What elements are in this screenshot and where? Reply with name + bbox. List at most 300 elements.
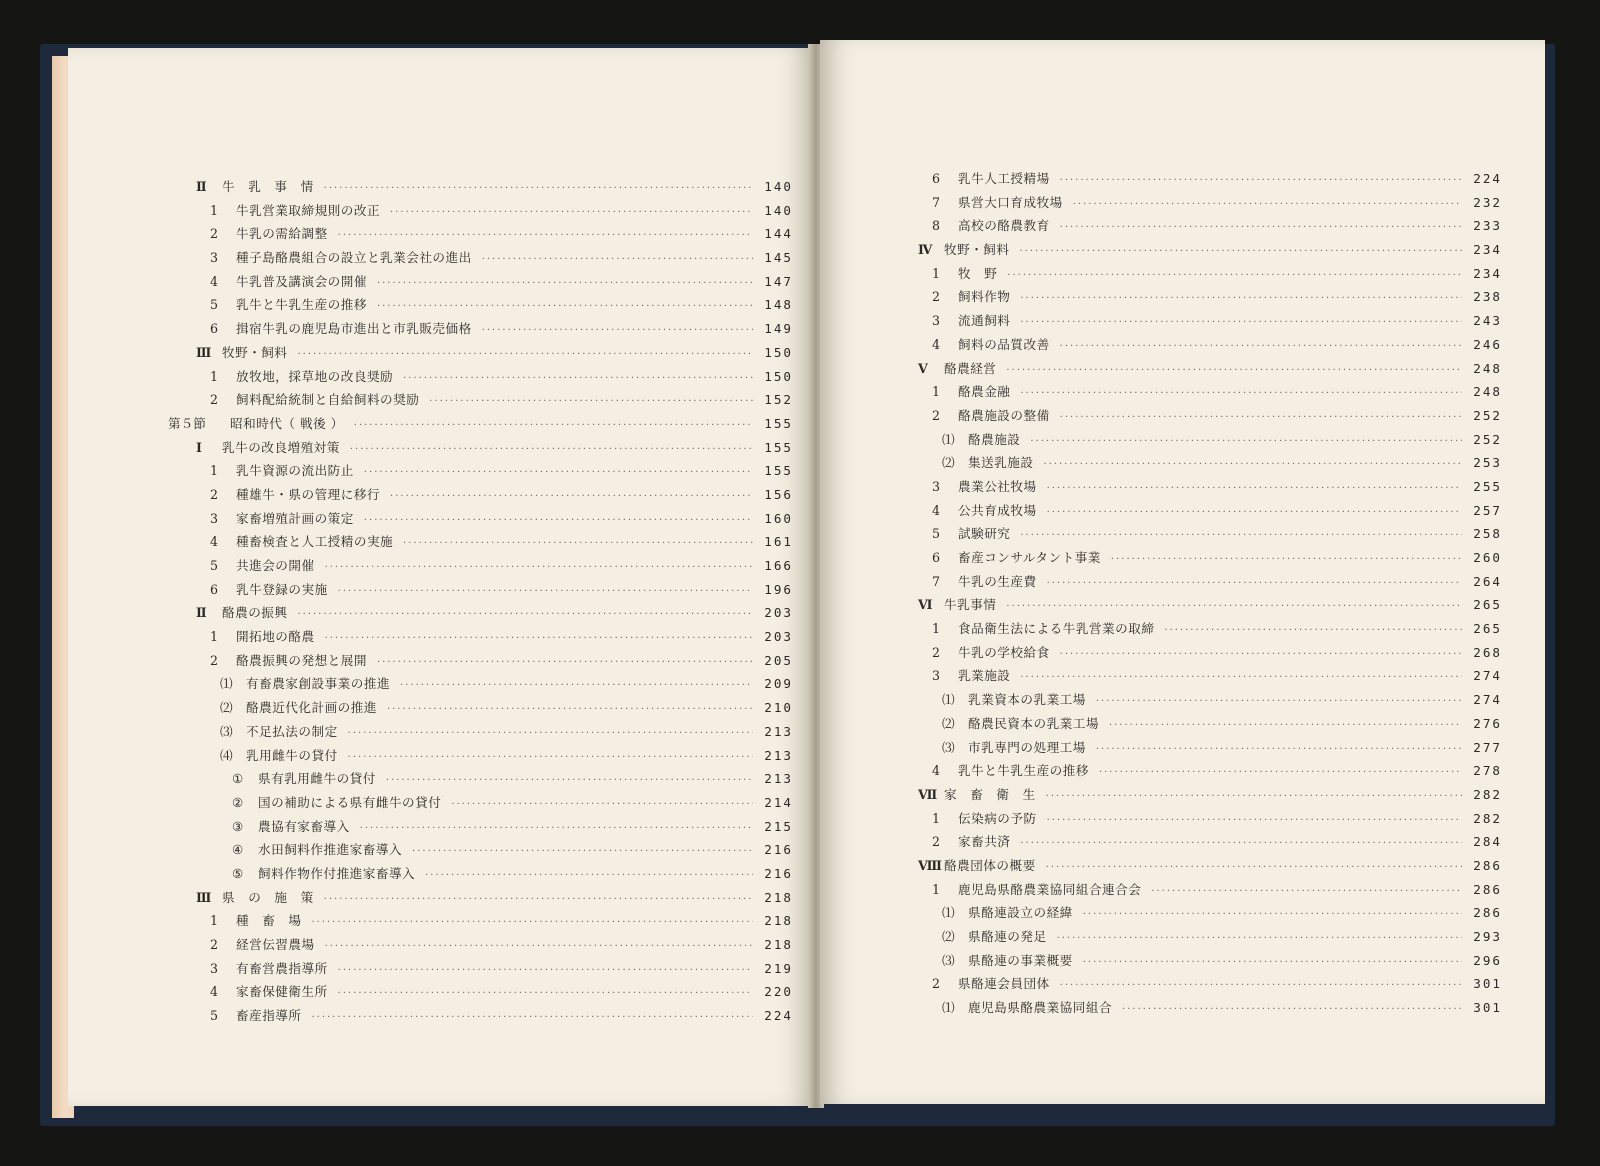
toc-entry <box>890 665 1502 689</box>
dot-leader <box>1096 744 1462 755</box>
left-page <box>68 48 813 1106</box>
toc-entry <box>890 808 1502 832</box>
toc-entry-page: 220 <box>764 984 793 1000</box>
dot-leader <box>1043 459 1462 470</box>
toc-entry-title: 酪農民資本の乳業工場 <box>968 715 1099 731</box>
toc-entry-number: 1 <box>932 621 941 637</box>
dot-leader <box>1060 980 1462 991</box>
toc-entry-page: 224 <box>1473 171 1502 186</box>
toc-entry-number: 3 <box>210 250 219 266</box>
toc-entry <box>168 981 793 1005</box>
toc-entry <box>168 508 793 532</box>
dot-leader <box>1060 412 1462 423</box>
toc-entry <box>890 239 1502 263</box>
toc-entry <box>168 294 793 318</box>
dot-leader <box>1060 222 1462 233</box>
dot-leader <box>1046 791 1462 802</box>
toc-entry-title: 鹿児島県酪農業協同組合 <box>968 1000 1113 1016</box>
dot-leader <box>403 538 753 549</box>
dot-leader <box>1099 767 1462 778</box>
toc-entry-page: 160 <box>764 510 793 526</box>
dot-leader <box>1047 483 1462 494</box>
toc-entry-page: 144 <box>764 226 793 242</box>
toc-entry-number: ③ <box>232 818 244 834</box>
toc-entry-number: ⑴ <box>942 1000 955 1016</box>
toc-entry-page: 161 <box>764 534 793 550</box>
toc-entry-page: 286 <box>1473 881 1502 897</box>
toc-entry-page: 213 <box>764 771 793 787</box>
toc-entry-page: 233 <box>1473 218 1502 234</box>
toc-entry-page: 140 <box>764 202 793 218</box>
toc-entry <box>890 855 1502 879</box>
toc-entry-page: 296 <box>1473 952 1502 968</box>
toc-entry-page: 205 <box>764 652 793 668</box>
toc-entry-page: 145 <box>764 250 793 266</box>
toc-entry-number: 1 <box>932 881 941 897</box>
toc-entry-page: 301 <box>1473 1000 1502 1016</box>
toc-entry-number: 2 <box>932 289 941 305</box>
dot-leader <box>1020 672 1462 683</box>
toc-entry-title: 畜産コンサルタント事業 <box>958 550 1101 565</box>
toc-entry-number: Ⅵ <box>918 597 932 613</box>
dot-leader <box>354 420 753 431</box>
toc-entry-title: 牛乳の学校給食 <box>958 644 1050 660</box>
toc-entry-page: 150 <box>764 368 793 384</box>
toc-entry-title: 揖宿牛乳の鹿児島市進出と市乳販売価格 <box>236 321 472 337</box>
toc-entry <box>168 413 793 437</box>
dot-leader <box>400 680 753 691</box>
toc-entry <box>890 452 1502 476</box>
toc-entry-page: 252 <box>1473 431 1502 447</box>
toc-entry <box>168 958 793 982</box>
dot-leader <box>350 444 753 455</box>
toc-entry-title: 乳業施設 <box>958 668 1011 684</box>
toc-entry-number: ⑵ <box>220 700 233 716</box>
toc-entry <box>168 816 793 840</box>
toc-entry <box>168 555 793 579</box>
toc-entry <box>168 768 793 792</box>
toc-entry-title: 酪農団体の概要 <box>944 857 1036 873</box>
toc-entry-title: 乳牛人工授精場 <box>958 171 1050 186</box>
dot-leader <box>338 586 753 597</box>
toc-entry-number: 2 <box>932 976 941 992</box>
toc-entry-title: 県酪連設立の経緯 <box>968 905 1073 921</box>
toc-entry-number: Ⅴ <box>918 360 927 376</box>
toc-entry-number: 2 <box>932 644 941 660</box>
toc-entry-title: 乳牛資源の流出防止 <box>236 463 354 479</box>
toc-entry-number: Ⅱ <box>196 605 206 621</box>
toc-entry-number: Ⅷ <box>918 857 941 873</box>
dot-leader <box>1109 720 1462 731</box>
toc-entry-title: 試験研究 <box>958 526 1011 542</box>
toc-entry <box>890 310 1502 334</box>
toc-entry-page: 214 <box>764 794 793 810</box>
dot-leader <box>390 207 753 218</box>
toc-entry-number: ① <box>232 771 244 787</box>
toc-entry-number: 3 <box>932 478 941 494</box>
toc-entry-number: 2 <box>210 937 219 952</box>
toc-entry-title: 家畜共済 <box>958 834 1011 850</box>
dot-leader <box>1057 933 1462 944</box>
toc-entry-page: 238 <box>1473 289 1502 305</box>
toc-entry-title: 乳業資本の乳業工場 <box>968 692 1086 708</box>
toc-entry-title: 不足払法の制定 <box>246 723 338 739</box>
dot-leader <box>390 491 753 502</box>
toc-entry-title: 酪農施設 <box>968 431 1021 447</box>
toc-entry <box>168 223 793 247</box>
toc-entry <box>168 887 793 911</box>
toc-entry <box>168 626 793 650</box>
toc-entry-page: 234 <box>1473 265 1502 281</box>
toc-entry-page: 258 <box>1473 526 1502 542</box>
dot-leader <box>482 325 753 336</box>
toc-entry-number: 4 <box>932 336 941 352</box>
toc-entry-number: 1 <box>932 265 941 281</box>
toc-entry-number: 5 <box>210 558 219 573</box>
toc-entry-title: 乳牛登録の実施 <box>236 581 328 597</box>
dot-leader <box>1020 293 1462 304</box>
toc-entry <box>890 618 1502 642</box>
dot-leader <box>429 396 753 407</box>
toc-entry-page: 140 <box>764 179 793 194</box>
dot-leader <box>451 799 753 810</box>
toc-entry-page: 248 <box>1473 360 1502 376</box>
dot-leader <box>297 609 753 620</box>
toc-entry-number: 3 <box>210 510 219 526</box>
toc-entry-page: 219 <box>764 960 793 976</box>
toc-entry-number: 4 <box>210 984 219 1000</box>
toc-entry <box>890 571 1502 595</box>
toc-entry-number: 1 <box>210 913 219 929</box>
toc-entry-number: 8 <box>932 218 941 234</box>
toc-entry-number: Ⅰ <box>196 439 201 455</box>
toc-entry <box>890 405 1502 429</box>
toc-entry <box>890 429 1502 453</box>
toc-entry-page: 282 <box>1473 810 1502 826</box>
right-page <box>820 40 1545 1104</box>
toc-entry-page: 150 <box>764 344 793 360</box>
toc-entry-number: 6 <box>210 321 219 337</box>
toc-entry-page: 216 <box>764 865 793 881</box>
toc-entry-page: 166 <box>764 558 793 573</box>
toc-entry-title: 水田飼料作推進家畜導入 <box>258 842 403 858</box>
toc-entry-page: 218 <box>764 889 793 905</box>
toc-entry-page: 203 <box>764 629 793 645</box>
toc-entry-title: 共進会の開催 <box>236 558 315 573</box>
dot-leader <box>348 728 753 739</box>
toc-entry-title: 乳用雌牛の貸付 <box>246 747 338 763</box>
dot-leader <box>364 467 753 478</box>
right-toc <box>890 168 1502 1021</box>
toc-entry-title: 牛乳の需給調整 <box>236 226 328 242</box>
toc-entry <box>890 286 1502 310</box>
toc-entry-number: Ⅲ <box>196 344 211 360</box>
toc-entry-page: 224 <box>764 1008 793 1024</box>
toc-entry <box>890 926 1502 950</box>
toc-entry-title: 有畜営農指導所 <box>236 960 328 976</box>
toc-entry-number: 2 <box>932 407 941 423</box>
dot-leader <box>377 301 753 312</box>
toc-entry-page: 301 <box>1473 976 1502 992</box>
toc-entry <box>168 437 793 461</box>
toc-entry-title: 県営大口育成牧場 <box>958 194 1063 210</box>
dot-leader <box>338 988 753 999</box>
toc-entry-page: 215 <box>764 818 793 834</box>
dot-leader <box>412 846 753 857</box>
toc-entry-page: 213 <box>764 747 793 763</box>
toc-entry <box>168 792 793 816</box>
toc-entry-title: 飼料配給統制と自給飼料の奨励 <box>236 392 420 408</box>
toc-entry-page: 252 <box>1473 407 1502 423</box>
toc-entry-page: 213 <box>764 723 793 739</box>
toc-entry-title: 乳牛の改良増殖対策 <box>222 439 340 455</box>
toc-entry <box>168 460 793 484</box>
dot-leader <box>377 278 753 289</box>
toc-entry <box>890 902 1502 926</box>
toc-entry-number: 6 <box>932 550 941 565</box>
toc-entry-number: ⑶ <box>942 739 955 755</box>
dot-leader <box>1047 578 1462 589</box>
toc-entry <box>890 168 1502 192</box>
dot-leader <box>1030 436 1462 447</box>
dot-leader <box>1020 317 1462 328</box>
toc-entry-number: 1 <box>210 463 219 479</box>
toc-entry <box>168 531 793 555</box>
toc-entry-number: 3 <box>932 668 941 684</box>
toc-entry <box>890 215 1502 239</box>
toc-entry-title: 酪農施設の整備 <box>958 407 1050 423</box>
toc-entry-title: 酪農の振興 <box>222 605 288 621</box>
toc-entry-title: 県有乳用雌牛の貸付 <box>258 771 376 787</box>
toc-entry-title: 牧 野 <box>958 265 998 281</box>
toc-entry-page: 196 <box>764 581 793 597</box>
toc-entry <box>168 271 793 295</box>
toc-entry-title: 牛乳事情 <box>944 597 997 613</box>
dot-leader <box>1073 199 1462 210</box>
toc-entry-number: 4 <box>210 273 219 289</box>
toc-entry <box>890 334 1502 358</box>
toc-entry <box>890 358 1502 382</box>
toc-entry-number: 3 <box>932 313 941 329</box>
toc-entry-title: 家畜保健衛生所 <box>236 984 328 1000</box>
toc-entry-title: 種 畜 場 <box>236 913 302 929</box>
toc-entry <box>168 200 793 224</box>
toc-entry <box>890 642 1502 666</box>
toc-entry <box>168 389 793 413</box>
toc-entry-number: 1 <box>932 384 941 400</box>
toc-entry <box>168 839 793 863</box>
toc-entry-number: ⑤ <box>232 865 244 881</box>
toc-entry-page: 276 <box>1473 715 1502 731</box>
toc-entry-number: Ⅱ <box>196 179 206 194</box>
toc-entry-title: 種畜検査と人工授精の実施 <box>236 534 394 550</box>
toc-entry-number: 4 <box>932 502 941 518</box>
toc-entry <box>890 689 1502 713</box>
toc-entry-page: 255 <box>1473 478 1502 494</box>
toc-entry-number: ② <box>232 794 244 810</box>
dot-leader <box>482 254 753 265</box>
toc-entry-number: Ⅳ <box>918 242 932 258</box>
toc-entry-number: ⑶ <box>942 952 955 968</box>
toc-entry-title: 県酪連の発足 <box>968 929 1047 944</box>
toc-entry <box>890 547 1502 571</box>
toc-entry-number: ⑴ <box>942 431 955 447</box>
dot-leader <box>1006 365 1462 376</box>
toc-entry-title: 伝染病の予防 <box>958 810 1037 826</box>
toc-entry-number: 1 <box>210 202 219 218</box>
toc-entry-page: 278 <box>1473 763 1502 779</box>
toc-entry <box>890 831 1502 855</box>
toc-entry-title: 飼料の品質改善 <box>958 336 1050 352</box>
toc-entry-page: 265 <box>1473 621 1502 637</box>
toc-entry-page: 152 <box>764 392 793 408</box>
toc-entry <box>168 602 793 626</box>
dot-leader <box>1046 862 1462 873</box>
dot-leader <box>1060 649 1462 660</box>
toc-entry-title: 畜産指導所 <box>236 1008 302 1024</box>
toc-entry-title: 放牧地，採草地の改良奨励 <box>236 368 394 384</box>
dot-leader <box>360 823 753 834</box>
toc-entry <box>890 381 1502 405</box>
toc-entry <box>168 934 793 958</box>
toc-entry-number: 6 <box>210 581 219 597</box>
toc-entry-number: ⑴ <box>942 905 955 921</box>
toc-entry-number: 2 <box>210 486 219 502</box>
toc-entry-number: ⑵ <box>942 715 955 731</box>
toc-entry <box>168 673 793 697</box>
toc-entry-page: 265 <box>1473 597 1502 613</box>
toc-entry-page: 268 <box>1473 644 1502 660</box>
toc-entry <box>168 366 793 390</box>
toc-entry-page: 253 <box>1473 455 1502 471</box>
toc-entry-title: 飼料作物 <box>958 289 1011 305</box>
toc-entry-number: 4 <box>932 763 941 779</box>
toc-entry-title: 市乳専門の処理工場 <box>968 739 1086 755</box>
toc-entry-page: 277 <box>1473 739 1502 755</box>
toc-entry <box>890 523 1502 547</box>
toc-entry <box>168 745 793 769</box>
toc-entry-title: 県 の 施 策 <box>222 889 314 905</box>
toc-entry <box>890 713 1502 737</box>
dot-leader <box>338 230 753 241</box>
toc-entry-title: 酪農経営 <box>944 360 997 376</box>
toc-entry-title: 種雄牛・県の管理に移行 <box>236 486 381 502</box>
dot-leader <box>425 870 753 881</box>
toc-entry <box>168 318 793 342</box>
toc-entry-number: Ⅶ <box>918 786 937 802</box>
toc-entry-page: 260 <box>1473 550 1502 565</box>
dot-leader <box>1020 530 1462 541</box>
toc-entry-title: 乳牛と牛乳生産の推移 <box>958 763 1089 779</box>
dot-leader <box>1019 246 1462 257</box>
toc-entry-number: 5 <box>210 1008 219 1024</box>
toc-entry <box>890 192 1502 216</box>
toc-entry-title: 乳牛と牛乳生産の推移 <box>236 297 367 313</box>
dot-leader <box>1111 554 1462 565</box>
dot-leader <box>325 941 753 952</box>
toc-entry-title: 牧野・飼料 <box>944 242 1010 258</box>
toc-entry-title: 食品衛生法による牛乳営業の取締 <box>958 621 1155 637</box>
toc-entry-title: 鹿児島県酪農業協同組合連合会 <box>958 881 1142 897</box>
toc-entry-title: 飼料作物作付推進家畜導入 <box>258 865 416 881</box>
toc-entry <box>168 910 793 934</box>
toc-entry-page: 232 <box>1473 194 1502 210</box>
toc-entry-page: 282 <box>1473 786 1502 802</box>
toc-entry-title: 県酪連の事業概要 <box>968 952 1073 968</box>
toc-entry-title: 農協有家畜導入 <box>258 818 350 834</box>
toc-entry-page: 155 <box>764 463 793 479</box>
toc-entry-page: 264 <box>1473 573 1502 589</box>
toc-entry-title: 牛乳営業取締規則の改正 <box>236 202 381 218</box>
toc-entry <box>890 594 1502 618</box>
toc-entry-page: 149 <box>764 321 793 337</box>
toc-entry-page: 216 <box>764 842 793 858</box>
dot-leader <box>324 894 753 905</box>
dot-leader <box>1060 341 1462 352</box>
toc-entry-number: 4 <box>210 534 219 550</box>
toc-entry-title: 牛乳の生産費 <box>958 573 1037 589</box>
toc-entry <box>890 879 1502 903</box>
toc-entry-title: 県酪連会員団体 <box>958 976 1050 992</box>
toc-entry-page: 155 <box>764 415 793 431</box>
toc-entry-title: 牛 乳 事 情 <box>222 179 314 194</box>
toc-entry-number: ⑵ <box>942 929 955 944</box>
toc-entry-title: 牧野・飼料 <box>222 344 288 360</box>
toc-entry-page: 155 <box>764 439 793 455</box>
toc-entry-number: 2 <box>210 652 219 668</box>
toc-entry <box>168 342 793 366</box>
toc-entry-page: 147 <box>764 273 793 289</box>
dot-leader <box>325 562 753 573</box>
toc-entry-number: 3 <box>210 960 219 976</box>
toc-entry-number: 7 <box>932 194 941 210</box>
toc-entry-page: 257 <box>1473 502 1502 518</box>
toc-entry-title: 牛乳普及講演会の開催 <box>236 273 367 289</box>
toc-entry-title: 酪農近代化計画の推進 <box>246 700 377 716</box>
dot-leader <box>1151 886 1462 897</box>
toc-entry <box>890 500 1502 524</box>
toc-entry-page: 234 <box>1473 242 1502 258</box>
toc-entry <box>890 737 1502 761</box>
toc-entry <box>168 1005 793 1029</box>
toc-entry-page: 210 <box>764 700 793 716</box>
dot-leader <box>1122 1004 1462 1015</box>
toc-entry <box>168 579 793 603</box>
dot-leader <box>311 917 753 928</box>
toc-entry <box>890 760 1502 784</box>
dot-leader <box>364 515 753 526</box>
toc-entry-title: 集送乳施設 <box>968 455 1034 471</box>
toc-entry-title: 酪農振興の発想と展開 <box>236 652 367 668</box>
toc-entry-title: 有畜農家創設事業の推進 <box>246 676 391 692</box>
toc-entry-number: Ⅲ <box>196 889 211 905</box>
toc-entry <box>890 997 1502 1021</box>
dot-leader <box>1006 601 1462 612</box>
dot-leader <box>1047 507 1462 518</box>
dot-leader <box>325 633 753 644</box>
toc-entry-number: 第５節 <box>168 415 206 431</box>
toc-entry-number: 2 <box>210 226 219 242</box>
toc-entry-number: ⑴ <box>220 676 233 692</box>
dot-leader <box>377 657 753 668</box>
dot-leader <box>1047 815 1462 826</box>
toc-entry-title: 経営伝習農場 <box>236 937 315 952</box>
toc-entry <box>890 476 1502 500</box>
toc-entry-page: 274 <box>1473 668 1502 684</box>
toc-entry-page: 274 <box>1473 692 1502 708</box>
toc-entry-number: 2 <box>210 392 219 408</box>
toc-entry <box>890 950 1502 974</box>
